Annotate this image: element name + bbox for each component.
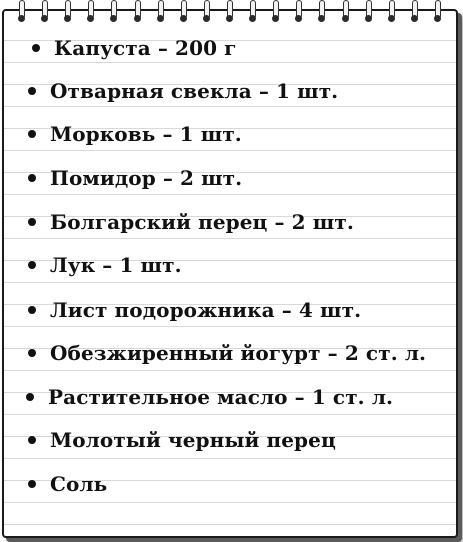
bullet-icon — [28, 218, 36, 226]
list-item — [28, 250, 446, 280]
spiral-ring — [434, 0, 442, 24]
list-item — [28, 76, 446, 106]
spiral-ring — [64, 0, 72, 24]
list-item — [28, 119, 446, 149]
bullet-icon — [28, 349, 36, 357]
bullet-icon — [28, 174, 36, 182]
ingredient-label: Лук – 1 шт. — [50, 253, 182, 277]
ingredient-label: Морковь – 1 шт. — [50, 122, 242, 146]
bullet-icon — [28, 436, 36, 444]
bullet-icon — [26, 393, 34, 401]
spiral-ring — [318, 0, 326, 24]
ingredient-label: Лист подорожника – 4 шт. — [50, 298, 362, 322]
bullet-icon — [28, 306, 36, 314]
bullet-icon — [28, 130, 36, 138]
spiral-ring — [180, 0, 188, 24]
list-item — [28, 163, 446, 193]
spiral-ring — [272, 0, 280, 24]
ingredient-label: Соль — [50, 472, 108, 496]
spiral-ring — [203, 0, 211, 24]
list-item — [28, 295, 446, 325]
spiral-ring — [87, 0, 95, 24]
spiral-binding — [4, 0, 456, 24]
spiral-ring — [134, 0, 142, 24]
ingredient-label: Растительное масло – 1 ст. л. — [48, 385, 394, 409]
spiral-ring — [411, 0, 419, 24]
ingredient-label: Молотый черный перец — [50, 428, 336, 452]
spiral-ring — [18, 0, 26, 24]
ingredient-label: Отварная свекла – 1 шт. — [50, 79, 339, 103]
spiral-ring — [226, 0, 234, 24]
bullet-icon — [28, 480, 36, 488]
spiral-ring — [157, 0, 165, 24]
spiral-ring — [342, 0, 350, 24]
notepad-page — [2, 9, 458, 538]
spiral-ring — [110, 0, 118, 24]
list-item — [28, 207, 446, 237]
list-item — [26, 382, 446, 412]
spiral-ring — [41, 0, 49, 24]
list-item — [28, 469, 446, 499]
ingredient-label: Помидор – 2 шт. — [50, 166, 243, 190]
spiral-ring — [295, 0, 303, 24]
bullet-icon — [28, 261, 36, 269]
list-item — [28, 338, 446, 368]
ingredient-label: Обезжиренный йогурт – 2 ст. л. — [50, 341, 427, 365]
bullet-icon — [32, 44, 40, 52]
spiral-ring — [388, 0, 396, 24]
list-item — [32, 33, 446, 63]
spiral-ring — [249, 0, 257, 24]
bullet-icon — [28, 87, 36, 95]
ingredient-label: Болгарский перец – 2 шт. — [50, 210, 354, 234]
ingredient-label: Капуста – 200 г — [54, 36, 237, 60]
spiral-ring — [365, 0, 373, 24]
list-item — [28, 425, 446, 455]
